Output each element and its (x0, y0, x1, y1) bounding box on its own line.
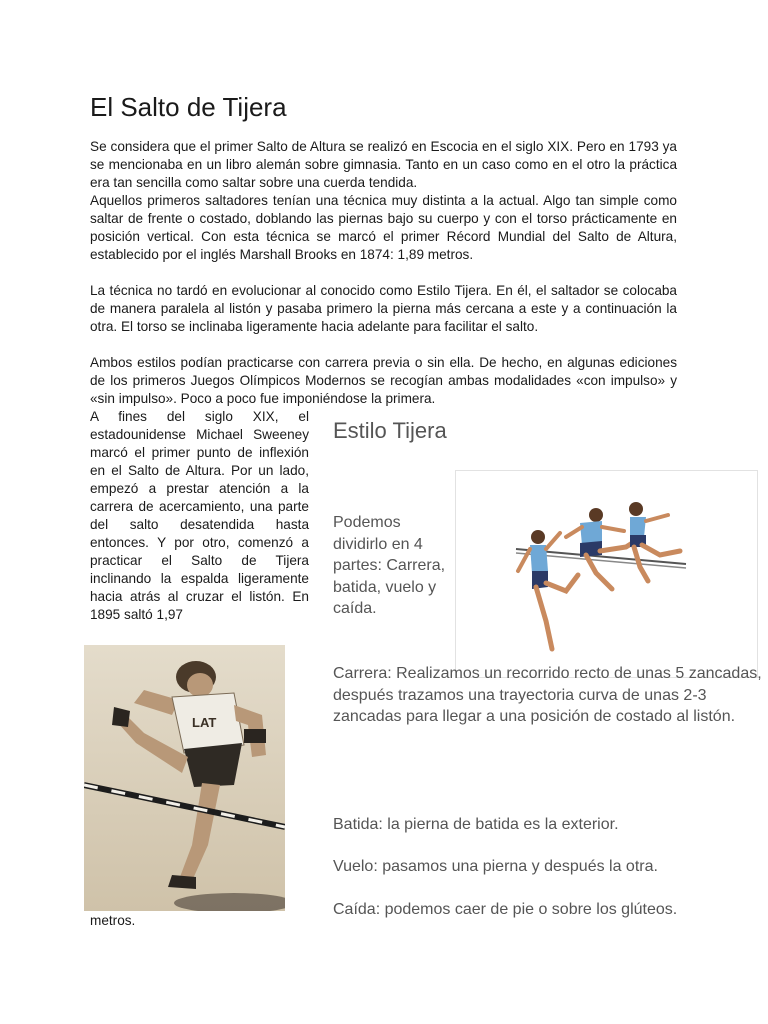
historic-high-jump-photo (84, 645, 285, 911)
infobox-intro: Podemos dividirlo en 4 partes: Carrera, batida, vuelo y caída. (333, 514, 446, 617)
paragraph-scissor-style: La técnica no tardó en evolucionar al conocido como Estilo Tijera. En él, el saltador se colocaba de manera paralela al listón y pasaba primero la pierna más cercana a este y a continuación la otra. El torso se inclinaba ligeramente hacia adelante para facilitar el salto. (90, 283, 677, 334)
infobox-vuelo: Vuelo: pasamos una pierna y después la otra. (333, 858, 658, 875)
paragraph-sweeney: A fines del siglo XIX, el estadounidense Michael Sweeney marcó el primer punto de inflexión en el Salto de Altura. Por un lado, empezó a prestar atención a la carrera de acercamiento, una parte del salto desatendida hasta entonces. Y por otro, comenzó a practicar el Salto de Tijera inclinando la espalda ligeramente hacia atrás al cruzar el listón. En 1895 saltó 1,97 (90, 409, 309, 622)
jersey-label: LAT (192, 715, 217, 730)
paragraph-run-up: Ambos estilos podían practicarse con carrera previa o sin ella. De hecho, en algunas ediciones de los primeros Juegos Olímpicos Modernos se recogían ambas modalidades «con impulso» y «sin impulso». Poco a poco fue imponiéndose la primera. (90, 355, 677, 406)
paragraph-origins: Se considera que el primer Salto de Altura se realizó en Escocia en el siglo XIX. Pero en 1793 ya se mencionaba en un libro alemán sobre gimnasia. Tanto en un caso como en el otro la práctica era tan sencilla como saltar sobre una cuerda tendida. (90, 139, 677, 190)
high-jumper-photo-illustration (84, 645, 285, 911)
paragraph-sweeney-end: metros. (90, 913, 136, 928)
scissor-jump-sequence-illustration (456, 471, 757, 677)
page-title: El Salto de Tijera (90, 92, 287, 122)
paragraph-early-technique: Aquellos primeros saltadores tenían una técnica muy distinta a la actual. Algo tan simple como saltar de frente o costado, doblando las piernas bajo su cuerpo y con el torso prácticamente en posición vertical. Con esta técnica se marcó el primer Récord Mundial del Salto de Altura, establecido por el inglés Marshall Brooks en 1874: 1,89 metros. (90, 193, 677, 262)
infobox-carrera: Carrera: Realizamos un recorrido recto de unas 5 zancadas, después trazamos una trayectoria curva de unas 2-3 zancadas para llegar a una posición de costado al listón. (333, 665, 762, 725)
infobox-title: Estilo Tijera (333, 418, 447, 443)
infobox-caida: Caída: podemos caer de pie o sobre los glúteos. (333, 901, 678, 918)
scissor-jump-diagram (455, 470, 758, 678)
infobox-batida: Batida: la pierna de batida es la exterior. (333, 816, 619, 833)
